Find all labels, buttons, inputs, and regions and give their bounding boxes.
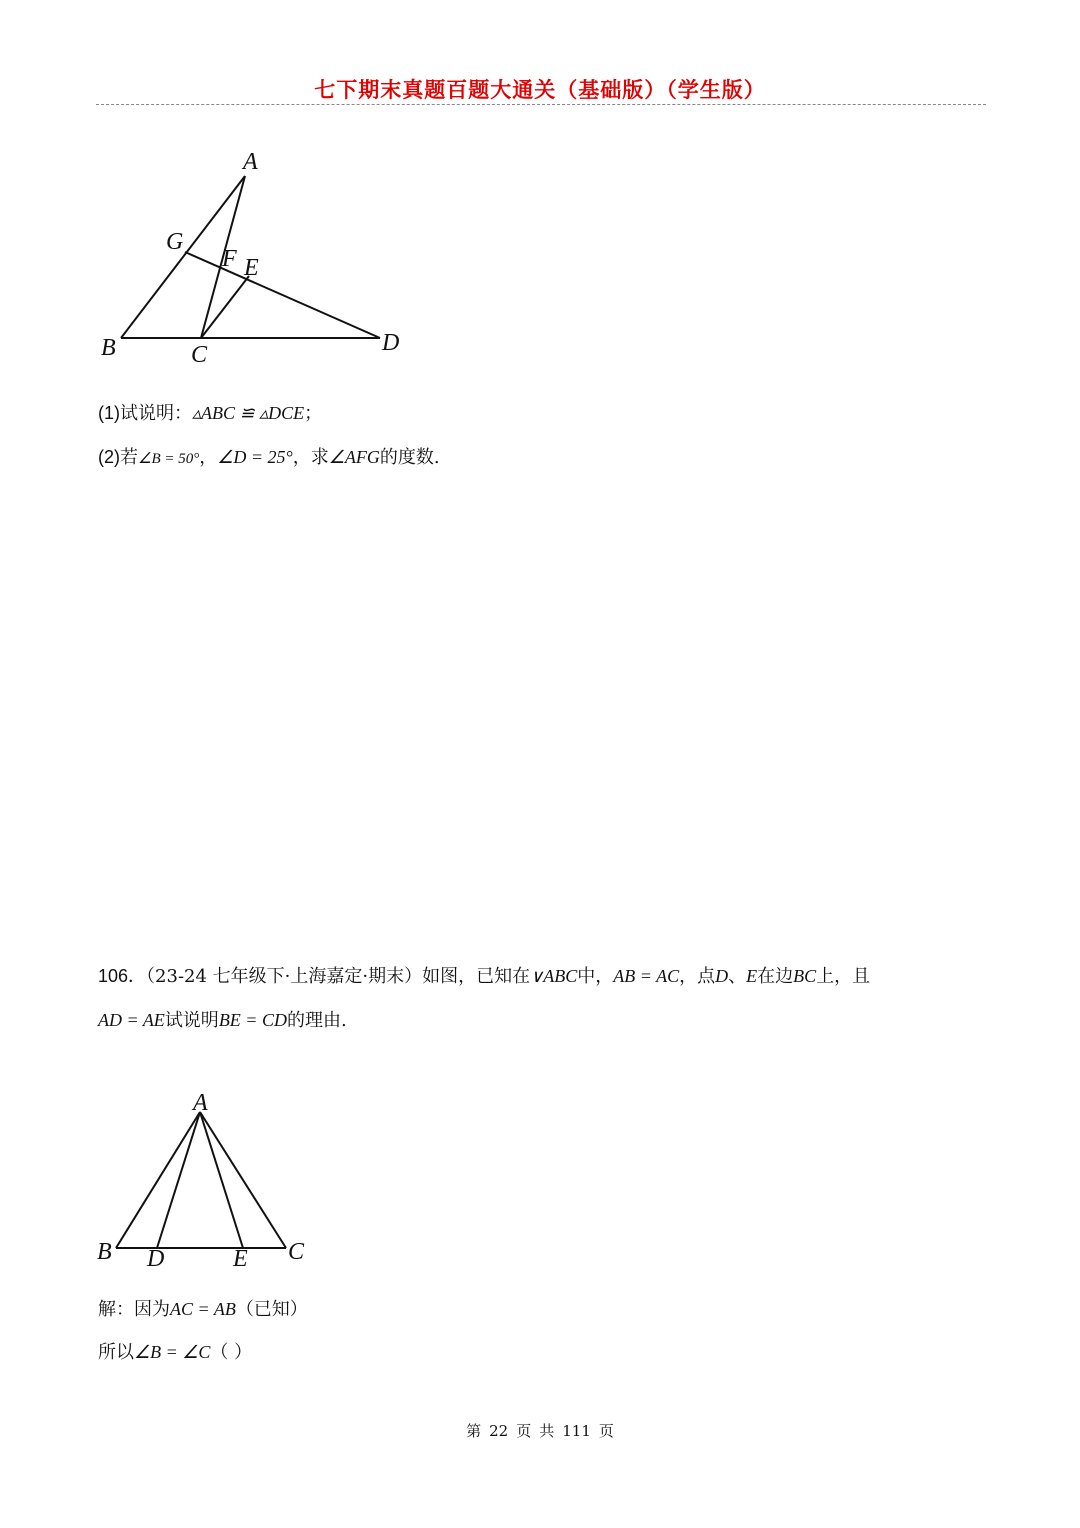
segment-ab [116, 1112, 200, 1248]
math-be-eq-cd: BE = CD [218, 1010, 287, 1030]
math-expression: ▵ABC ≌ ▵DCE [192, 403, 305, 423]
math-angle-afg: ∠AFG [328, 447, 380, 467]
segment-ce [201, 276, 249, 338]
question-part-1 [98, 399, 322, 425]
question-text: 试说明 [164, 1010, 219, 1031]
math-triangle-abc: ∨ABC [530, 966, 578, 986]
question-text: 上，且 [816, 966, 871, 987]
math-ab-eq-ac: AB = AC [613, 966, 680, 986]
label-c: C [191, 342, 208, 368]
part-text: ，求 [292, 447, 329, 468]
math-angle-b-eq-angle-c: ∠B = ∠C [134, 1342, 211, 1362]
solution-blank: （ ） [210, 1342, 253, 1363]
label-c: C [288, 1239, 305, 1265]
figure-triangle-abcde [90, 140, 420, 380]
question-text: ，点 [679, 966, 716, 987]
footer-text: 第 [466, 1422, 482, 1440]
segment-ac [200, 1112, 286, 1248]
solution-text: 解：因为 [98, 1299, 170, 1320]
segment-gd [185, 252, 380, 338]
label-g: G [166, 229, 184, 255]
page-footer [0, 1420, 1080, 1441]
label-d: D [147, 1246, 165, 1272]
part-number: (2) [98, 447, 120, 467]
footer-text: 页 [598, 1422, 614, 1440]
figure-isosceles-triangle [90, 1090, 320, 1280]
segment-ae [200, 1112, 243, 1248]
solution-text: 所以 [98, 1342, 134, 1363]
question-number: 106． [98, 966, 147, 986]
label-d: D [382, 330, 400, 356]
math-point-e: E [746, 966, 758, 986]
question-text: 的理由. [286, 1010, 347, 1031]
label-a: A [193, 1090, 208, 1116]
math-side-bc: BC [793, 966, 817, 986]
question-text: 在边 [757, 966, 794, 987]
solution-line-1 [98, 1295, 308, 1321]
math-ac-eq-ab: AC = AB [170, 1299, 236, 1319]
question-source: （23-24 七年级下·上海嘉定·期末） [146, 966, 423, 987]
header-title: 七下期末真题百题大通关（基础版）（学生版） [314, 78, 766, 102]
part-text: 的度数. [379, 447, 440, 468]
footer-text: 共 [539, 1422, 555, 1440]
math-angle-d: ∠D = 25° [217, 447, 293, 467]
solution-line-2 [98, 1338, 252, 1364]
header-divider [96, 104, 986, 105]
question-text: 如图，已知在 [422, 966, 531, 987]
question-text: 、 [728, 966, 747, 987]
page-number: 22 [489, 1422, 509, 1440]
math-point-d: D [715, 966, 729, 986]
punctuation: ， [199, 447, 218, 468]
part-number: (1) [98, 403, 120, 423]
part-text: 试说明： [120, 403, 192, 424]
segment-ad [157, 1112, 200, 1248]
math-ad-eq-ae: AD = AE [98, 1010, 165, 1030]
label-e: E [244, 255, 259, 281]
label-b: B [101, 335, 116, 361]
footer-text: 页 [516, 1422, 532, 1440]
question-106-line-2 [98, 1006, 347, 1032]
question-106-line-1 [98, 962, 870, 988]
label-b: B [97, 1239, 112, 1265]
part-text: 若 [120, 447, 138, 468]
punctuation: ； [304, 403, 323, 424]
total-pages: 111 [562, 1422, 591, 1440]
solution-reason: （已知） [235, 1299, 308, 1320]
label-a: A [243, 149, 258, 175]
label-f: F [222, 246, 237, 272]
question-text: 中， [577, 966, 614, 987]
label-e: E [233, 1246, 248, 1272]
question-part-2 [98, 443, 440, 469]
math-angle-b: ∠B = 50° [138, 451, 200, 467]
